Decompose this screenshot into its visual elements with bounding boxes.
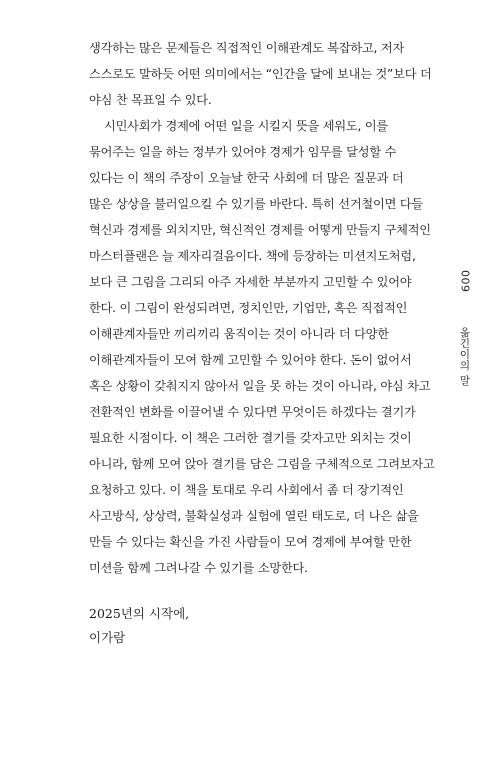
body-line: 만들 수 있다는 확신을 가진 사람들이 모여 경제에 부여할 만한 [89, 535, 412, 549]
body-line: 많은 상상을 불러일으킬 수 있기를 바란다. 특히 선거철이면 다들 [89, 197, 423, 211]
body-line: 요청하고 있다. 이 책을 토대로 우리 사회에서 좀 더 장기적인 [89, 483, 404, 497]
body-line: 혹은 상황이 갖춰지지 않아서 일을 못 하는 것이 아니라, 야심 차고 [89, 379, 431, 393]
signature-name: 이가람 [89, 630, 126, 645]
page-margin [458, 270, 472, 385]
signature-date: 2025년의 시작에, [89, 606, 190, 621]
body-line: 스스로도 말하듯 어떤 의미에서는 “인간을 달에 보내는 것”보다 더 [89, 67, 432, 81]
body-line: 생각하는 많은 문제들은 직접적인 이해관계도 복잡하고, 저자 [89, 41, 405, 55]
body-line: 혁신과 경제를 외치지만, 혁신적인 경제를 어떻게 만들지 구체적인 [89, 223, 431, 237]
body-line: 마스터플랜은 늘 제자리걸음이다. 책에 등장하는 미션지도처럼, [89, 249, 416, 263]
body-line: 이해관계자들이 모여 함께 고민할 수 있어야 한다. 돈이 없어서 [89, 353, 412, 367]
body-line: 시민사회가 경제에 어떤 일을 시킬지 뜻을 세워도, 이를 [104, 119, 389, 133]
body-line: 야심 찬 목표일 수 있다. [89, 93, 212, 107]
body-line: 전환적인 변화를 이끌어낼 수 있다면 무엇이든 하겠다는 결기가 [89, 405, 416, 419]
body-line: 있다는 이 책의 주장이 오늘날 한국 사회에 더 많은 질문과 더 [89, 171, 404, 185]
page-number: 009 [458, 270, 472, 293]
body-line: 이해관계자들만 끼리끼리 움직이는 것이 아니라 더 다양한 [89, 327, 389, 341]
body-line: 사고방식, 상상력, 불확실성과 실험에 열린 태도로, 더 나은 삶을 [89, 509, 419, 523]
running-head: 옮긴이의 말 [458, 326, 471, 386]
body-line: 필요한 시점이다. 이 책은 그러한 결기를 갖자고만 외치는 것이 [89, 431, 412, 445]
body-line: 아니라, 함께 모여 앉아 결기를 담은 그림을 구체적으로 그려보자고 [89, 457, 435, 471]
body-line: 한다. 이 그림이 완성되려면, 정치인만, 기업만, 혹은 직접적인 [89, 301, 408, 315]
body-line: 묶어주는 일을 하는 정부가 있어야 경제가 임무를 달성할 수 [89, 145, 397, 159]
body-line: 미션을 함께 그려나갈 수 있기를 소망한다. [89, 561, 308, 575]
body-line: 보다 큰 그림을 그리되 아주 자세한 부분까지 고민할 수 있어야 [89, 275, 412, 289]
